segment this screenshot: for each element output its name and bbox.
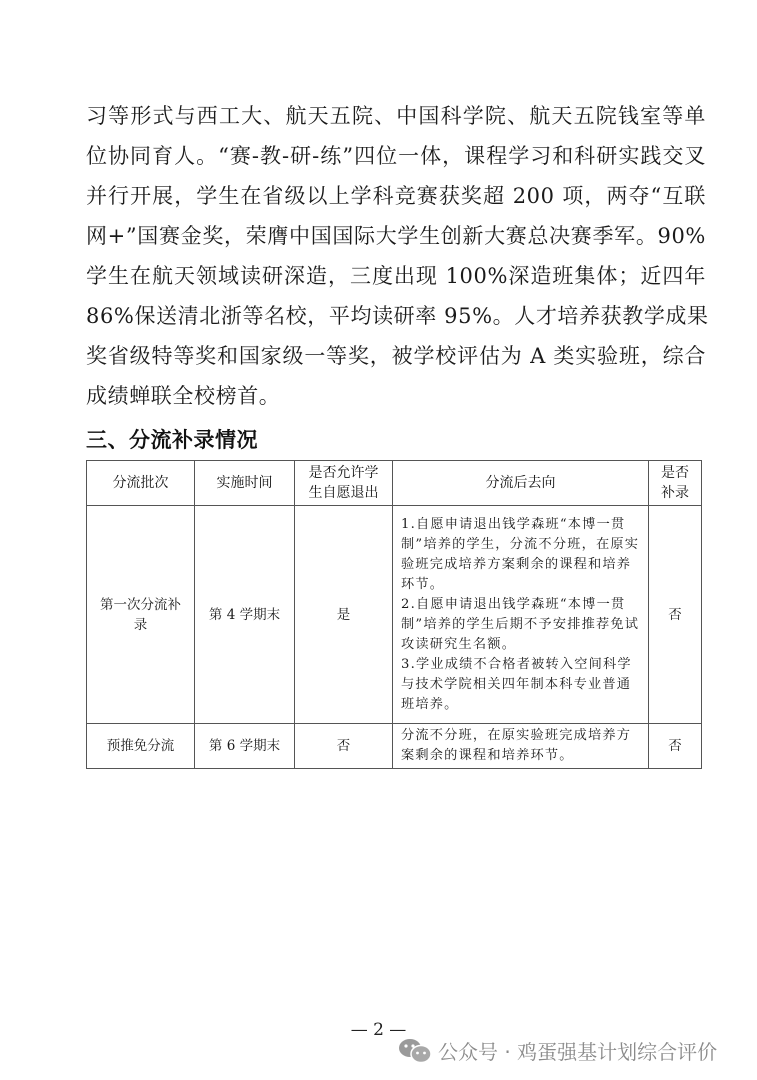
header-destination: 分流后去向 xyxy=(393,461,649,506)
paragraph-line: 网+”国赛金奖，荣膺中国国际大学生创新大赛总决赛季军。90% xyxy=(86,224,706,248)
cell-destination xyxy=(393,506,649,724)
cell-time: 第 6 学期末 xyxy=(195,724,295,769)
paragraph-line: 奖省级特等奖和国家级一等奖，被学校评估为 A 类实验班，综合 xyxy=(86,344,706,368)
cell-supplement: 否 xyxy=(649,724,702,769)
cell-voluntary-exit: 否 xyxy=(295,724,393,769)
paragraph-line: 成绩蝉联全校榜首。 xyxy=(86,384,281,408)
watermark xyxy=(398,1036,717,1065)
table-row xyxy=(87,724,702,769)
cell-time: 第 4 学期末 xyxy=(195,506,295,724)
body-paragraph xyxy=(86,96,709,416)
section-heading: 三、分流补录情况 xyxy=(86,428,258,452)
paragraph-line: 位协同育人。“赛-教-研-练”四位一体，课程学习和科研实践交叉 xyxy=(86,144,706,168)
header-voluntary-exit: 是否允许学生自愿退出 xyxy=(295,461,393,506)
cell-batch: 预推免分流 xyxy=(87,724,195,769)
paragraph-line: 学生在航天领域读研深造，三度出现 100%深造班集体；近四年 xyxy=(86,264,706,288)
header-supplement: 是否补录 xyxy=(649,461,702,506)
destination-item: 分流不分班，在原实验班完成培养方案剩余的课程和培养环节。 xyxy=(401,728,632,763)
destination-item: 2.自愿申请退出钱学森班“本博一贯制”培养的学生后期不予安排推荐免试攻读研究生名额。 xyxy=(401,596,640,652)
table-header-row xyxy=(87,461,702,506)
diversion-table xyxy=(86,460,702,769)
paragraph-line: 86%保送清北浙等名校，平均读研率 95%。人才培养获教学成果 xyxy=(86,304,709,328)
cell-voluntary-exit: 是 xyxy=(295,506,393,724)
wechat-icon xyxy=(398,1038,432,1064)
cell-batch: 第一次分流补录 xyxy=(87,506,195,724)
destination-item: 1.自愿申请退出钱学森班“本博一贯制”培养的学生，分流不分班，在原实验班完成培养方案剩余的课程和培养环节。 xyxy=(401,516,640,592)
page-number: — 2 — xyxy=(350,1020,407,1040)
cell-destination xyxy=(393,724,649,769)
header-time: 实施时间 xyxy=(195,461,295,506)
destination-item: 3.学业成绩不合格者被转入空间科学与技术学院相关四年制本科专业普通班培养。 xyxy=(401,656,632,712)
watermark-text: 公众号 · 鸡蛋强基计划综合评价 xyxy=(438,1040,718,1064)
paragraph-line: 习等形式与西工大、航天五院、中国科学院、航天五院钱室等单 xyxy=(86,104,706,128)
paragraph-line: 并行开展，学生在省级以上学科竞赛获奖超 200 项，两夺“互联 xyxy=(86,184,706,208)
cell-supplement: 否 xyxy=(649,506,702,724)
header-batch: 分流批次 xyxy=(87,461,195,506)
table-row xyxy=(87,506,702,724)
